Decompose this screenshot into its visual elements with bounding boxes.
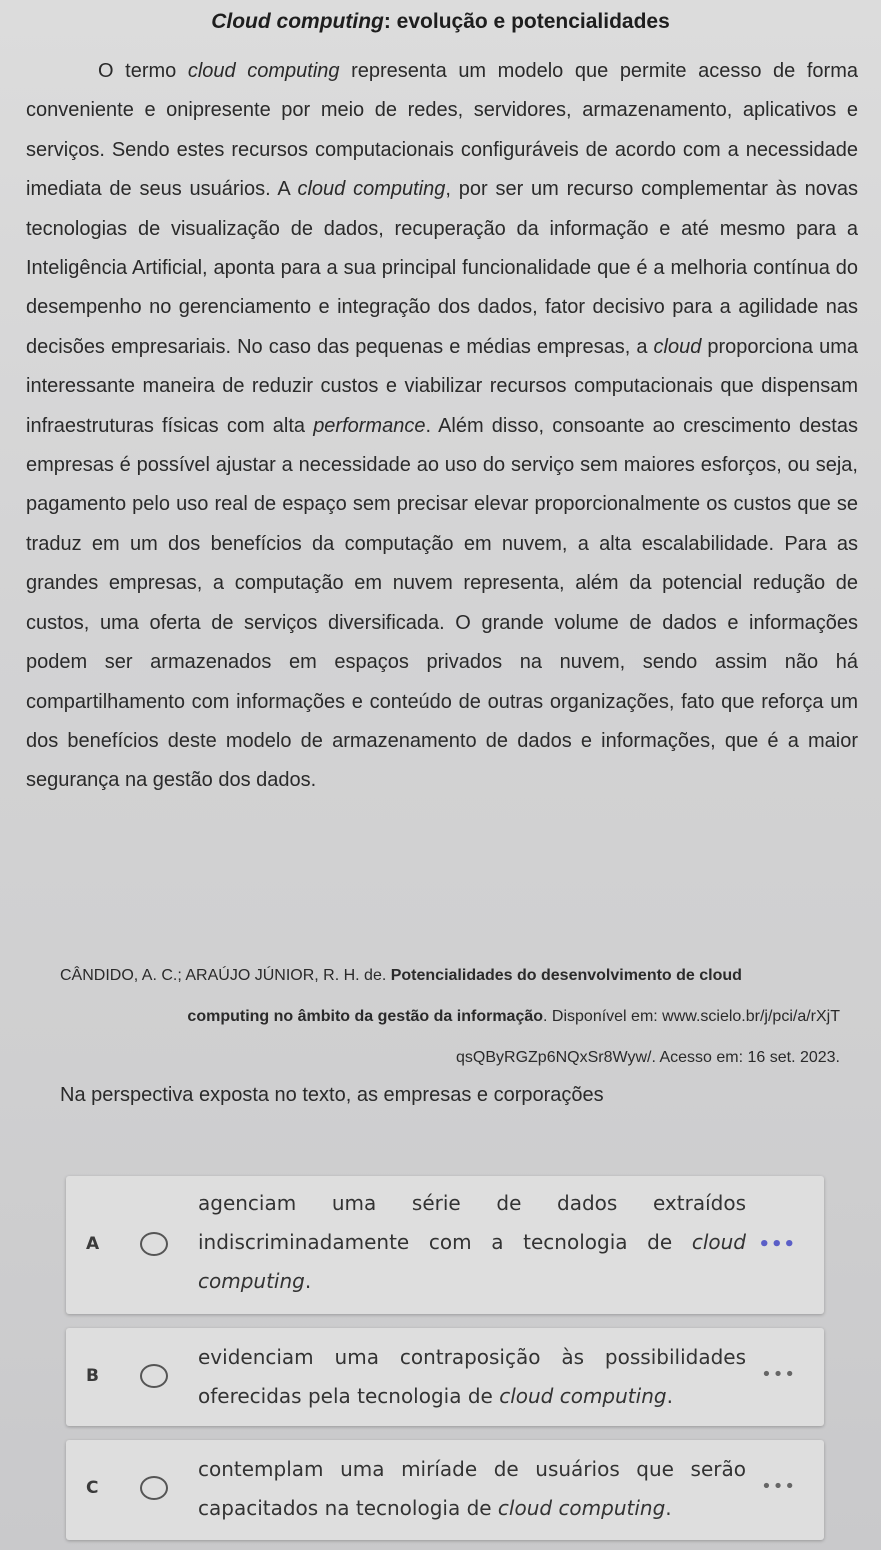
text-title	[0, 10, 881, 34]
passage-italic: cloud computing	[297, 178, 446, 201]
passage-italic: performance	[313, 414, 426, 437]
more-options-icon[interactable]: •••	[761, 1476, 796, 1497]
passage-text: O termo	[98, 60, 188, 82]
option-letter: B	[86, 1366, 99, 1386]
option-text-plain: agenciam uma série de dados extraídos indiscriminadamente com a tecnologia de	[198, 1191, 746, 1254]
option-text-italic: cloud computing	[198, 1230, 746, 1293]
option-text-italic: cloud computing	[497, 1496, 666, 1520]
option-c[interactable]	[66, 1440, 824, 1540]
radio-circle-icon[interactable]	[140, 1364, 168, 1388]
citation-line-2	[40, 1007, 840, 1027]
option-letter: C	[86, 1478, 99, 1498]
citation-authors: CÂNDIDO, A. C.; ARAÚJO JÚNIOR, R. H. de.	[60, 967, 391, 984]
title-rest: : evolução e potencialidades	[383, 10, 670, 33]
option-text-plain: evidenciam uma contraposição às possibilidades oferecidas pela tecnologia de	[198, 1345, 746, 1408]
more-options-icon[interactable]: •••	[758, 1234, 796, 1255]
radio-circle-icon[interactable]	[140, 1476, 168, 1500]
option-text	[198, 1450, 746, 1528]
citation-access: qsQByRGZp6NQxSr8Wyw/. Acesso em: 16 set. 2023.	[456, 1049, 840, 1066]
option-b[interactable]	[66, 1328, 824, 1426]
passage-text: proporciona uma interessante maneira de reduzir custos e viabilizar recursos computacionais que dispensam infraestruturas físicas com alta	[26, 335, 858, 437]
passage-text: representa um modelo que permite acesso de forma conveniente e onipresente por meio de redes, servidores, armazenamento, aplicativos e serviços. Sendo estes recursos computacionais configuráveis de acordo com a necessidade imediata de seus usuários. A	[26, 60, 858, 201]
option-text-end: .	[665, 1496, 672, 1520]
question-stem: Na perspectiva exposta no texto, as empresas e corporações	[60, 1084, 604, 1106]
option-text	[198, 1338, 746, 1416]
option-text-italic: cloud computing	[499, 1384, 667, 1408]
citation-url: . Disponível em: www.scielo.br/j/pci/a/rXjT	[543, 1008, 840, 1025]
citation-title: Potencialidades do desenvolvimento de cloud	[390, 967, 742, 984]
passage	[26, 52, 858, 801]
more-options-icon[interactable]: •••	[761, 1364, 796, 1385]
passage-text: , por ser um recurso complementar às novas tecnologias de visualização de dados, recuperação da informação e até mesmo para a Inteligência Artificial, aponta para a sua principal funcionalidade que é a melhoria contínua do desempenho no gerenciamento e integração dos dados, fator decisivo para a agilidade nas decisões empresariais. No caso das pequenas e médias empresas, a	[26, 178, 858, 358]
option-letter: A	[86, 1234, 100, 1254]
option-text-end: .	[304, 1269, 312, 1293]
option-text-plain: contemplam uma miríade de usuários que serão capacitados na tecnologia de	[198, 1457, 746, 1520]
passage-paragraph	[26, 52, 858, 801]
passage-italic: cloud computing	[187, 60, 340, 82]
option-a[interactable]	[66, 1176, 824, 1314]
citation-line-3	[40, 1048, 840, 1068]
title-italic: Cloud computing	[211, 10, 384, 33]
option-text	[198, 1184, 746, 1301]
radio-circle-icon[interactable]	[140, 1232, 168, 1256]
citation-title: computing no âmbito da gestão da informação	[187, 1008, 544, 1025]
citation-line-1	[60, 966, 840, 986]
option-text-end: .	[666, 1384, 673, 1408]
passage-text: . Além disso, consoante ao crescimento destas empresas é possível ajustar a necessidade ao uso do serviço sem maiores esforços, ou seja, pagamento pelo uso real de espaço sem precisar elevar proporcionalmente os custos que se traduz em um dos benefícios da computação em nuvem, a alta escalabilidade. Para as grandes empresas, a computação em nuvem representa, além da potencial redução de custos, uma oferta de serviços diversificada. O grande volume de dados e informações podem ser armazenados em espaços privados na nuvem, sendo assim não há compartilhamento com informações e conteúdo de outras organizações, fato que reforça um dos benefícios deste modelo de armazenamento de dados e informações, que é a maior segurança na gestão dos dados.	[26, 414, 858, 792]
passage-italic: cloud	[653, 335, 702, 358]
